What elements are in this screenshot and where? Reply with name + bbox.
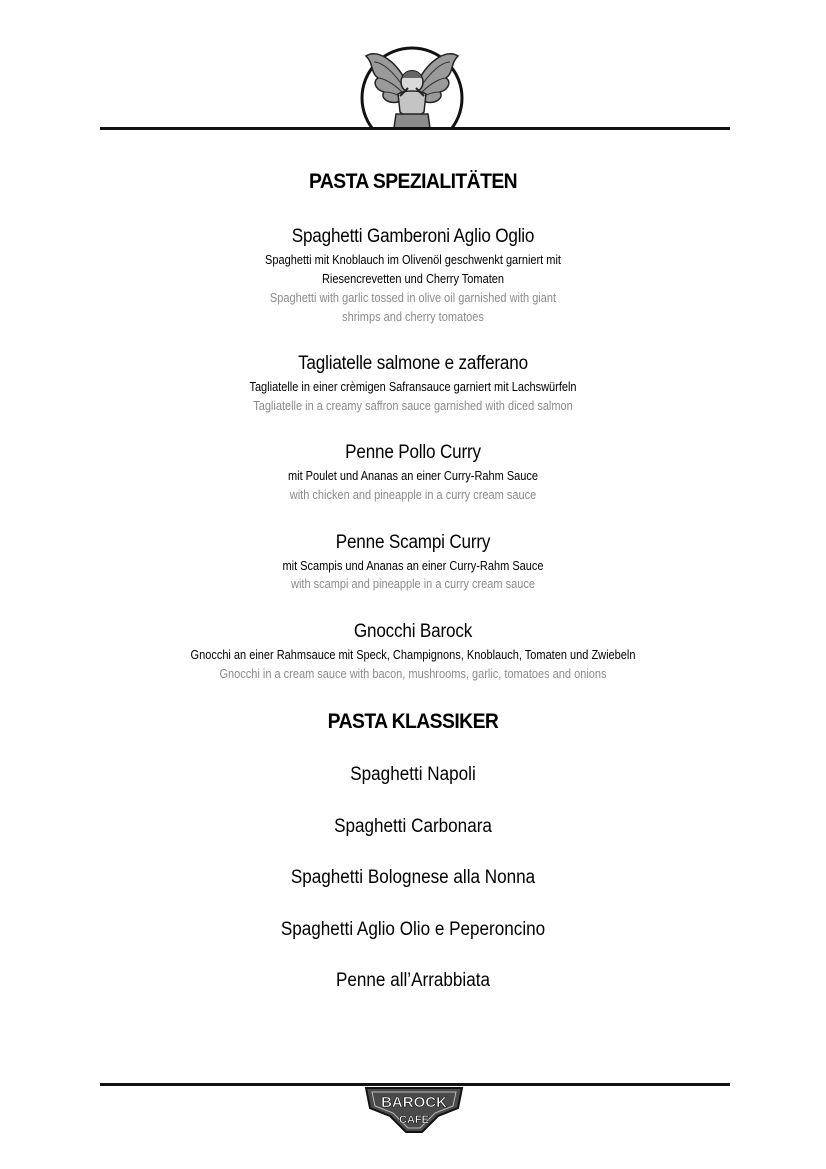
dish-description-de: mit Poulet und Ananas an einer Curry-Rahm Sauce [287, 469, 539, 483]
dish-name: Spaghetti Gamberoni Aglio Oglio [291, 226, 535, 247]
dish-description-en: with scampi and pineapple in a curry cream sauce [291, 577, 535, 591]
dish-description-en: Spaghetti with garlic tossed in olive oil garnished with giant [269, 291, 557, 305]
dish-description-de: Riesencrevetten und Cherry Tomaten [321, 272, 504, 286]
logo-text-barock: BAROCK [381, 1094, 447, 1111]
dish-name: Penne all’Arrabbiata [335, 970, 491, 991]
header-divider [100, 127, 730, 130]
dish-description-de: Tagliatelle in einer crèmigen Safransauce garniert mit Lachswürfeln [249, 380, 577, 394]
dish-description-en: Gnocchi in a cream sauce with bacon, mushrooms, garlic, tomatoes and onions [219, 667, 607, 681]
dish-name: Penne Scampi Curry [335, 532, 491, 553]
section-title-specials: PASTA SPEZIALITÄTEN [308, 170, 518, 193]
dish-name: Spaghetti Carbonara [334, 816, 492, 837]
dish-name: Gnocchi Barock [353, 621, 473, 642]
dish-description-de: mit Scampis und Ananas an einer Curry-Rahm Sauce [282, 559, 544, 573]
dish-description-en: with chicken and pineapple in a curry cream sauce [289, 488, 537, 502]
dish-name: Penne Pollo Curry [345, 442, 481, 463]
barock-cafe-logo-icon [362, 1086, 466, 1136]
dish-name: Spaghetti Napoli [350, 764, 476, 785]
logo-text-cafe: CAFE [399, 1114, 429, 1126]
dish-description-de: Spaghetti mit Knoblauch im Olivenöl geschwenkt garniert mit [265, 253, 561, 267]
dish-name: Spaghetti Bolognese alla Nonna [290, 867, 536, 888]
dish-description-en: Tagliatelle in a creamy saffron sauce garnished with diced salmon [253, 399, 573, 413]
dish-name: Spaghetti Aglio Olio e Peperoncino [280, 919, 546, 940]
angel-logo-icon [358, 42, 466, 130]
dish-description-en: shrimps and cherry tomatoes [342, 310, 484, 324]
dish-description-de: Gnocchi an einer Rahmsauce mit Speck, Champignons, Knoblauch, Tomaten und Zwiebeln [190, 648, 636, 662]
section-title-classics: PASTA KLASSIKER [327, 710, 499, 733]
dish-name: Tagliatelle salmone e zafferano [298, 353, 528, 374]
